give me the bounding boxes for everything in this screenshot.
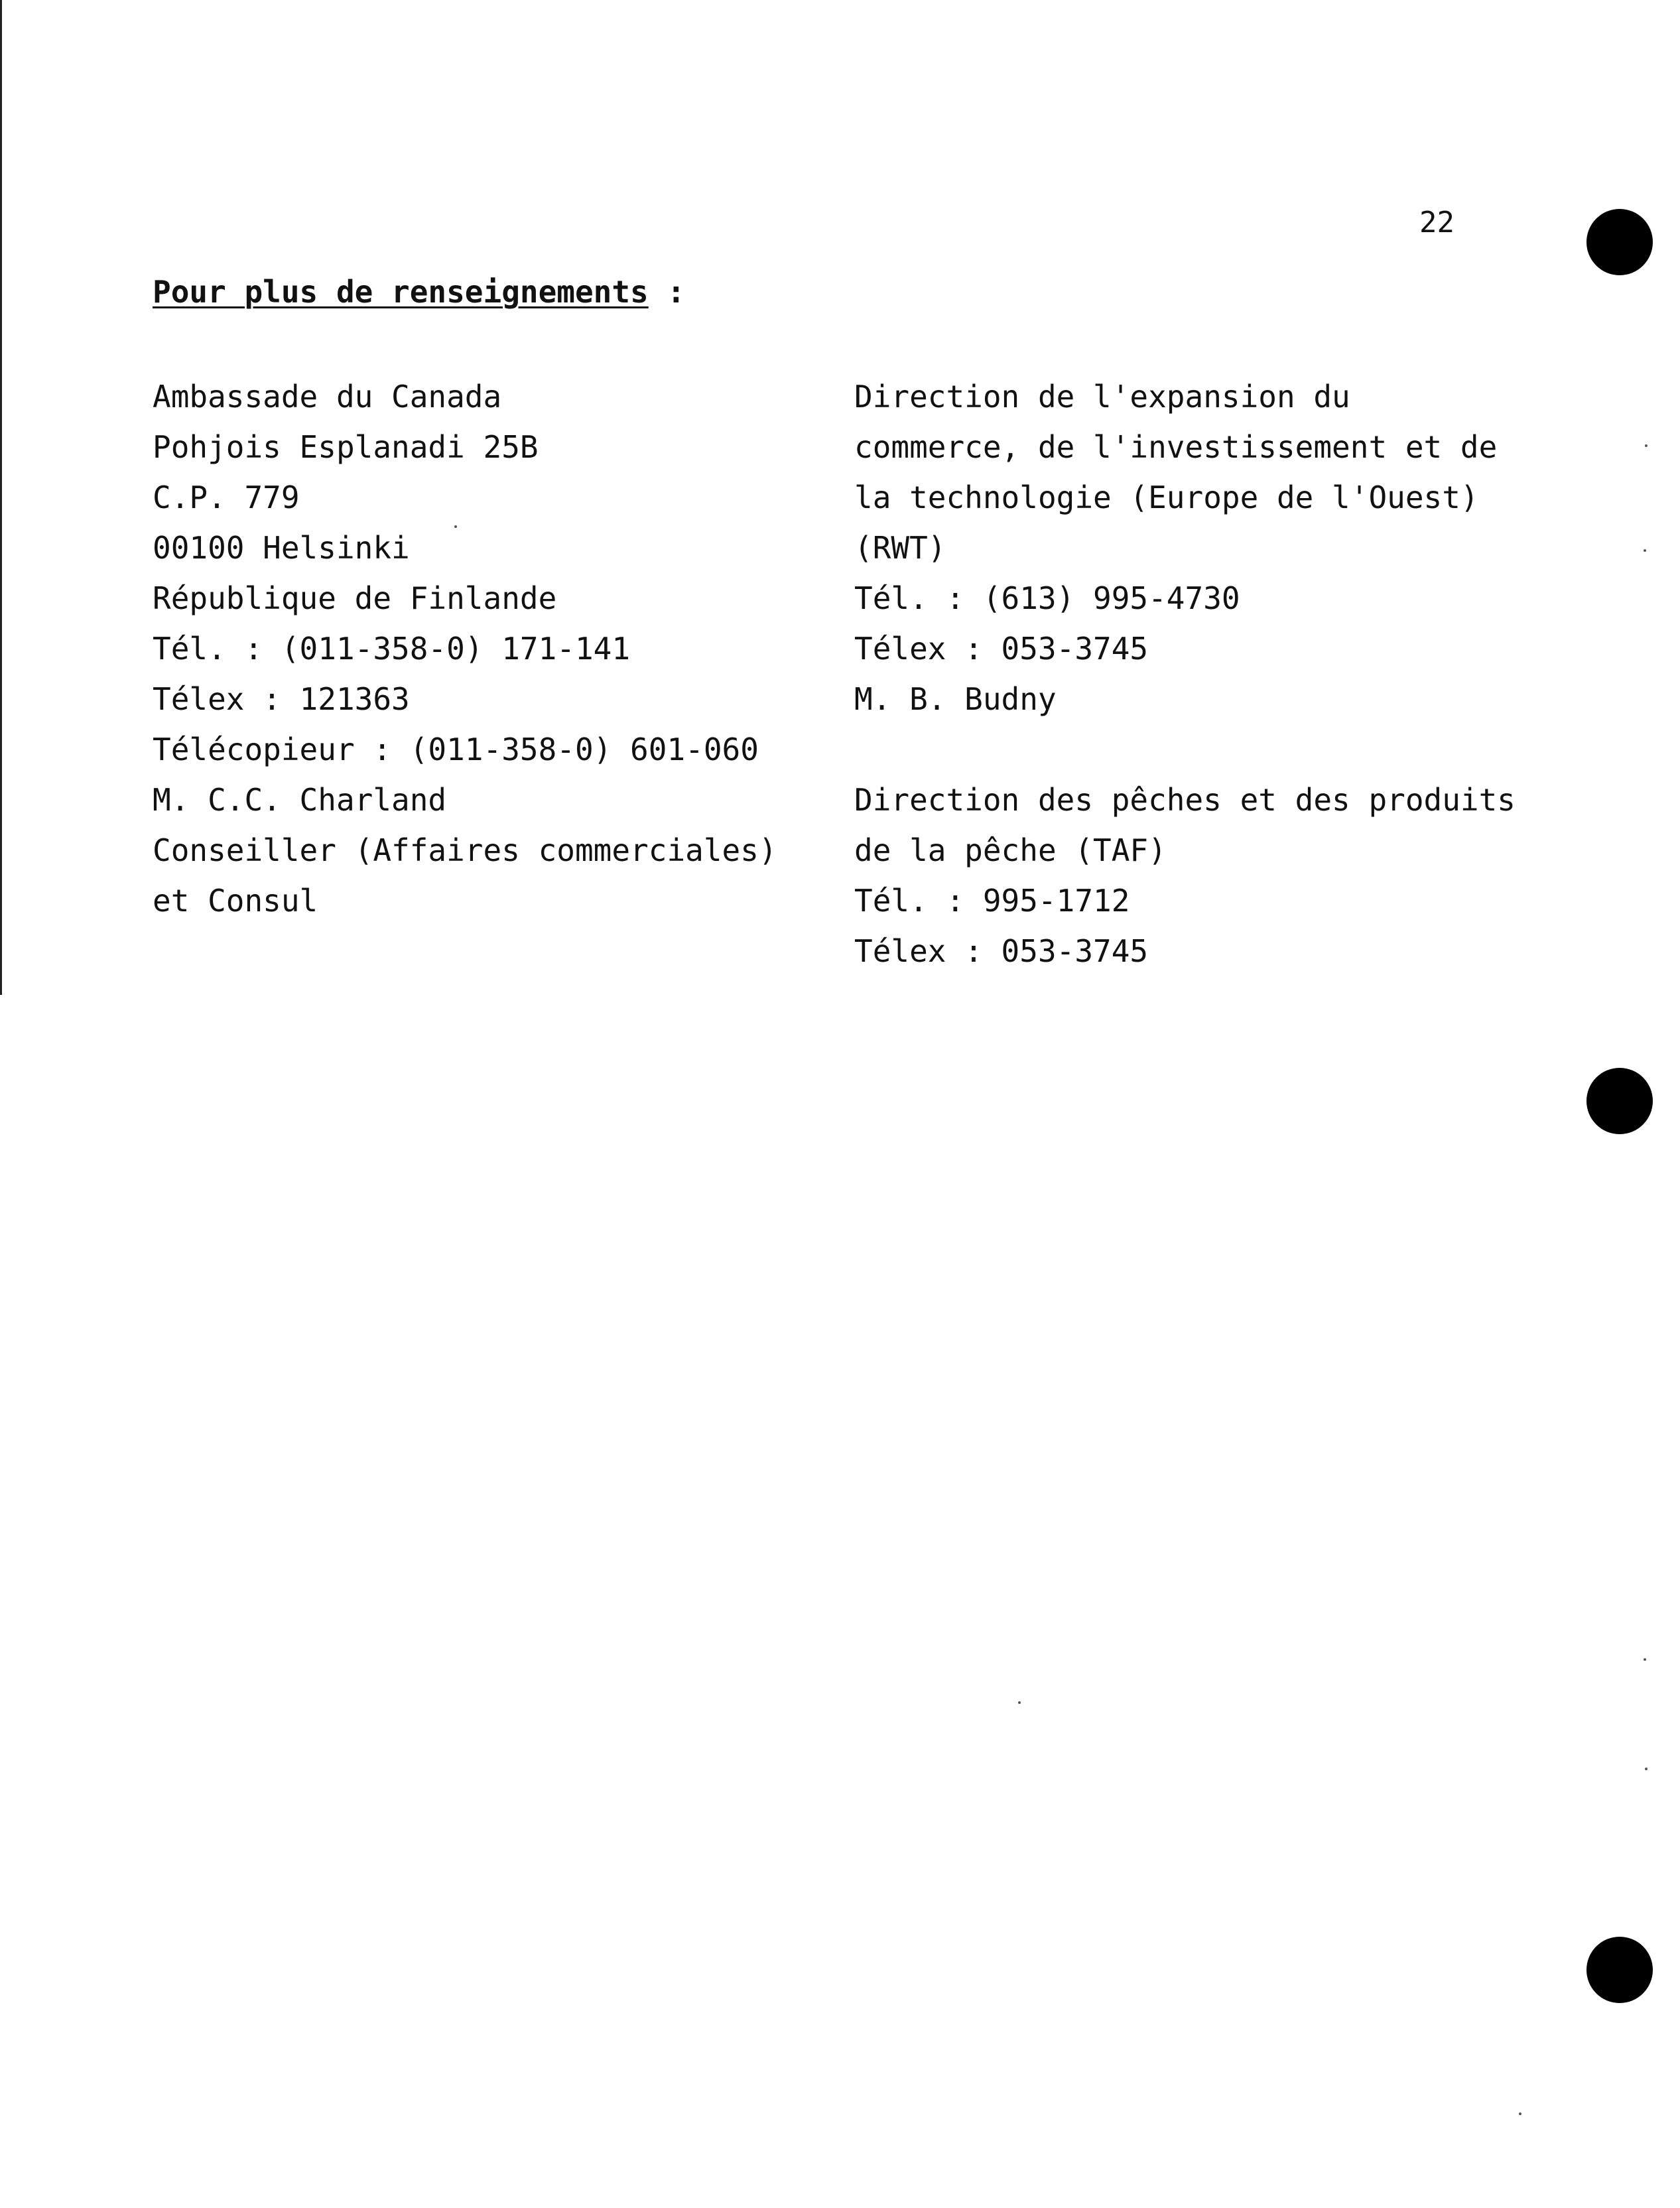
contact-line: Télécopieur : (011-358-0) 601-060 bbox=[153, 732, 759, 767]
contact-line: Tél. : (011-358-0) 171-141 bbox=[153, 631, 631, 667]
contact-line: (RWT) bbox=[854, 530, 946, 566]
contact-line: Conseiller (Affaires commerciales) bbox=[153, 832, 777, 868]
contact-line: la technologie (Europe de l'Ouest) bbox=[854, 480, 1479, 515]
contact-line: Ambassade du Canada bbox=[153, 379, 502, 415]
contact-line: Direction de l'expansion du bbox=[854, 379, 1350, 415]
scan-speck bbox=[454, 525, 457, 528]
contact-line: République de Finlande bbox=[153, 580, 557, 616]
contact-line: commerce, de l'investissement et de bbox=[854, 429, 1498, 465]
contact-line: Direction des pêches et des produits bbox=[854, 782, 1516, 818]
scan-speck bbox=[1645, 1768, 1648, 1770]
block-spacer bbox=[854, 724, 1516, 775]
scan-speck bbox=[1644, 1658, 1646, 1661]
scan-speck bbox=[1018, 1701, 1021, 1704]
directorate-contact-column bbox=[854, 371, 1516, 976]
contact-line: C.P. 779 bbox=[153, 480, 300, 515]
punch-hole bbox=[1586, 1068, 1653, 1134]
heading-colon: : bbox=[648, 274, 686, 310]
contact-line: Télex : 053-3745 bbox=[854, 631, 1149, 667]
scan-speck bbox=[1645, 444, 1648, 447]
heading-text: Pour plus de renseignements bbox=[153, 274, 649, 310]
section-heading bbox=[153, 274, 685, 310]
page-edge-line bbox=[0, 0, 2, 995]
punch-hole bbox=[1586, 1937, 1653, 2003]
contact-line: de la pêche (TAF) bbox=[854, 832, 1167, 868]
contact-line: Tél. : 995-1712 bbox=[854, 883, 1130, 919]
contact-line: M. C.C. Charland bbox=[153, 782, 447, 818]
contact-line: Télex : 121363 bbox=[153, 681, 410, 717]
contact-line: Tél. : (613) 995-4730 bbox=[854, 580, 1240, 616]
scan-speck bbox=[1644, 549, 1646, 552]
taf-contact-block bbox=[854, 775, 1516, 976]
contact-line: Pohjois Esplanadi 25B bbox=[153, 429, 539, 465]
embassy-contact-block bbox=[153, 371, 777, 926]
contact-line: M. B. Budny bbox=[854, 681, 1057, 717]
contact-line: 00100 Helsinki bbox=[153, 530, 410, 566]
punch-hole bbox=[1586, 209, 1653, 275]
contact-line: Télex : 053-3745 bbox=[854, 933, 1149, 969]
contact-line: et Consul bbox=[153, 883, 318, 919]
page-number: 22 bbox=[1419, 206, 1454, 239]
rwt-contact-block bbox=[854, 371, 1516, 724]
scan-speck bbox=[1519, 2112, 1521, 2115]
